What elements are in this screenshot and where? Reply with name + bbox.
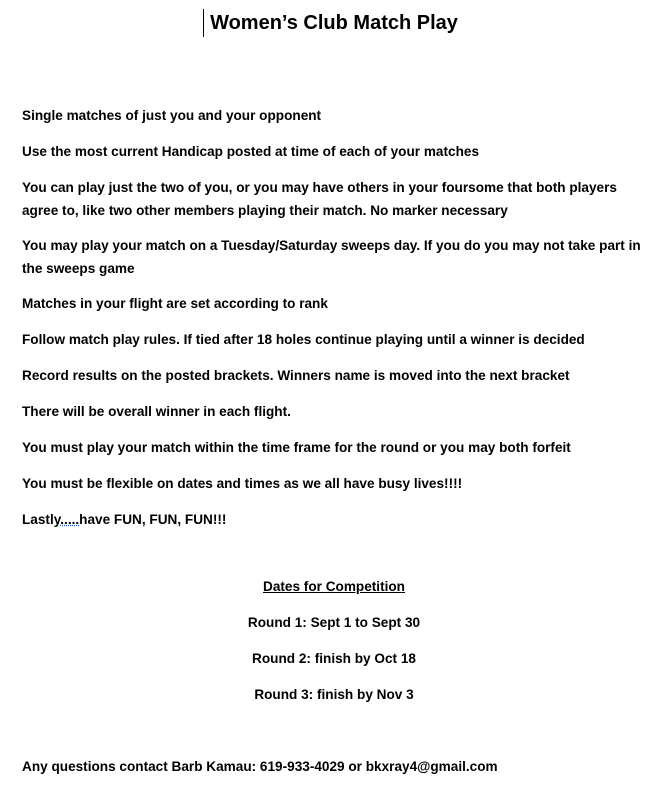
rule-item: Matches in your flight are set according to rank	[22, 296, 328, 311]
rules-list	[22, 104, 652, 544]
rule-item: You must be flexible on dates and times as we all have busy lives!!!!	[22, 476, 463, 491]
round-item: Round 3: finish by Nov 3	[254, 687, 414, 702]
rule-item: You must play your match within the time frame for the round or you may both forfeit	[22, 440, 571, 455]
dates-heading: Dates for Competition	[263, 579, 405, 594]
closing-ellipsis: .....	[60, 512, 80, 527]
round-item: Round 1: Sept 1 to Sept 30	[247, 615, 421, 630]
rule-item: You may play your match on a Tuesday/Saturday sweeps day. If you do you may not take part in the sweeps game	[22, 238, 641, 276]
round-item: Round 2: finish by Oct 18	[252, 651, 416, 666]
contact-line: Any questions contact Barb Kamau: 619-933-4029 or bkxray4@gmail.com	[22, 759, 498, 774]
rule-item: Follow match play rules. If tied after 18 holes continue playing until a winner is decided	[22, 332, 585, 347]
closing-line	[22, 508, 652, 531]
rule-item: You can play just the two of you, or you may have others in your foursome that both players agree to, like two other members playing their match. No marker necessary	[22, 180, 617, 218]
rule-item: There will be overall winner in each flight.	[22, 404, 291, 419]
closing-suffix: have FUN, FUN, FUN!!!	[79, 512, 227, 527]
document-title: Women’s Club Match Play	[210, 12, 458, 34]
rule-item: Single matches of just you and your opponent	[22, 108, 322, 123]
rule-item: Record results on the posted brackets. Winners name is moved into the next bracket	[22, 368, 570, 383]
closing-prefix: Lastly	[22, 512, 61, 527]
dates-section	[0, 577, 668, 721]
rule-item: Use the most current Handicap posted at time of each of your matches	[22, 144, 480, 159]
